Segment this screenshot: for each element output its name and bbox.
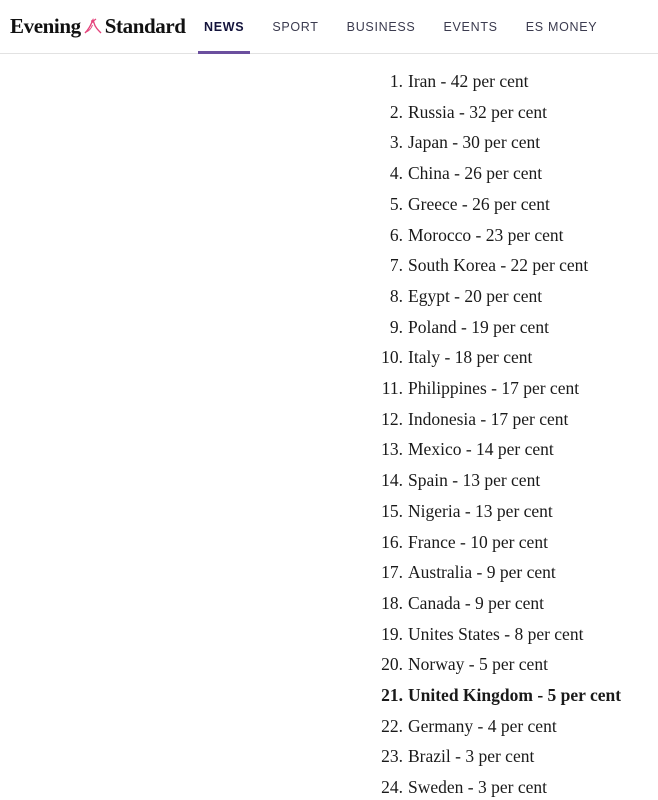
list-item <box>0 189 658 220</box>
list-item-label: Germany - 4 per cent <box>408 715 557 736</box>
list-item-rank: 17. <box>381 562 403 583</box>
nav-item-label: NEWS <box>204 19 245 34</box>
nav-item-events[interactable] <box>429 0 511 54</box>
list-item-rank: 11. <box>381 378 403 399</box>
list-item-label: Philippines - 17 per cent <box>408 378 580 399</box>
list-item-label: Brazil - 3 per cent <box>408 746 535 767</box>
list-item-label: Norway - 5 per cent <box>408 654 548 675</box>
list-item <box>0 373 658 404</box>
list-item-label: Nigeria - 13 per cent <box>408 500 553 521</box>
list-item <box>0 741 658 772</box>
list-item-rank: 5. <box>389 193 403 214</box>
nav-item-label: ES MONEY <box>525 19 598 34</box>
list-item <box>0 711 658 742</box>
list-item <box>0 312 658 343</box>
list-item-label: United Kingdom - 5 per cent <box>408 685 622 706</box>
brand-name-first: Evening <box>10 14 81 38</box>
list-item-rank: 24. <box>381 777 403 798</box>
list-item <box>0 220 658 251</box>
list-item <box>0 465 658 496</box>
list-item <box>0 158 658 189</box>
article-body <box>0 54 658 800</box>
list-item-label: Spain - 13 per cent <box>408 470 541 491</box>
list-item <box>0 619 658 650</box>
nav-item-label: SPORT <box>272 19 319 34</box>
list-item-label: Indonesia - 17 per cent <box>408 408 569 429</box>
list-item-rank: 3. <box>389 132 403 153</box>
list-item <box>0 434 658 465</box>
brand-name-second: Standard <box>104 14 186 38</box>
list-item-rank: 10. <box>381 347 403 368</box>
list-item-rank: 9. <box>389 316 403 337</box>
list-item-label: South Korea - 22 per cent <box>408 255 589 276</box>
site-header <box>0 0 658 54</box>
list-item-rank: 14. <box>381 470 403 491</box>
list-item <box>0 772 658 800</box>
list-item-rank: 8. <box>389 285 403 306</box>
list-item-label: Egypt - 20 per cent <box>408 285 543 306</box>
list-item-rank: 6. <box>389 224 403 245</box>
eros-statue-icon <box>82 18 104 36</box>
list-item-label: Poland - 19 per cent <box>408 316 549 337</box>
ranking-list <box>0 66 658 800</box>
list-item-label: Morocco - 23 per cent <box>408 224 564 245</box>
list-item <box>0 557 658 588</box>
nav-item-label: EVENTS <box>443 19 498 34</box>
nav-item-news[interactable] <box>190 0 258 54</box>
list-item-rank: 2. <box>389 101 403 122</box>
list-item-rank: 16. <box>381 531 403 552</box>
list-item <box>0 649 658 680</box>
nav-item-label: BUSINESS <box>346 19 416 34</box>
nav-item-es-money[interactable] <box>512 0 612 54</box>
list-item <box>0 404 658 435</box>
list-item-label: Mexico - 14 per cent <box>408 439 554 460</box>
list-item <box>0 250 658 281</box>
list-item <box>0 97 658 128</box>
list-item-label: Greece - 26 per cent <box>408 193 550 214</box>
list-item <box>0 588 658 619</box>
list-item-rank: 19. <box>381 623 403 644</box>
list-item-label: China - 26 per cent <box>408 163 543 184</box>
list-item-rank: 12. <box>381 408 403 429</box>
list-item-rank: 20. <box>381 654 403 675</box>
list-item-label: Japan - 30 per cent <box>408 132 541 153</box>
nav-item-sport[interactable] <box>258 0 332 54</box>
list-item-label: Sweden - 3 per cent <box>408 777 547 798</box>
list-item-rank: 7. <box>389 255 403 276</box>
list-item-rank: 4. <box>389 163 403 184</box>
list-item-label: Italy - 18 per cent <box>408 347 533 368</box>
list-item-label: France - 10 per cent <box>408 531 548 552</box>
list-item-label: Canada - 9 per cent <box>408 592 545 613</box>
list-item <box>0 127 658 158</box>
list-item-rank: 13. <box>381 439 403 460</box>
list-item <box>0 680 658 711</box>
list-item-rank: 15. <box>381 500 403 521</box>
list-item-label: Russia - 32 per cent <box>408 101 547 122</box>
list-item <box>0 496 658 527</box>
list-item-rank: 23. <box>381 746 403 767</box>
list-item <box>0 342 658 373</box>
list-item-label: Unites States - 8 per cent <box>408 623 584 644</box>
main-navigation <box>190 0 658 54</box>
nav-item-business[interactable] <box>333 0 430 54</box>
list-item-label: Australia - 9 per cent <box>408 562 556 583</box>
list-item <box>0 527 658 558</box>
list-item-rank: 22. <box>381 715 403 736</box>
site-logo[interactable] <box>0 14 190 39</box>
list-item-rank: 1. <box>389 71 403 91</box>
list-item-rank: 18. <box>381 592 403 613</box>
list-item <box>0 66 658 97</box>
list-item-label: Iran - 42 per cent <box>408 71 529 91</box>
list-item-rank: 21. <box>381 685 403 706</box>
list-item <box>0 281 658 312</box>
